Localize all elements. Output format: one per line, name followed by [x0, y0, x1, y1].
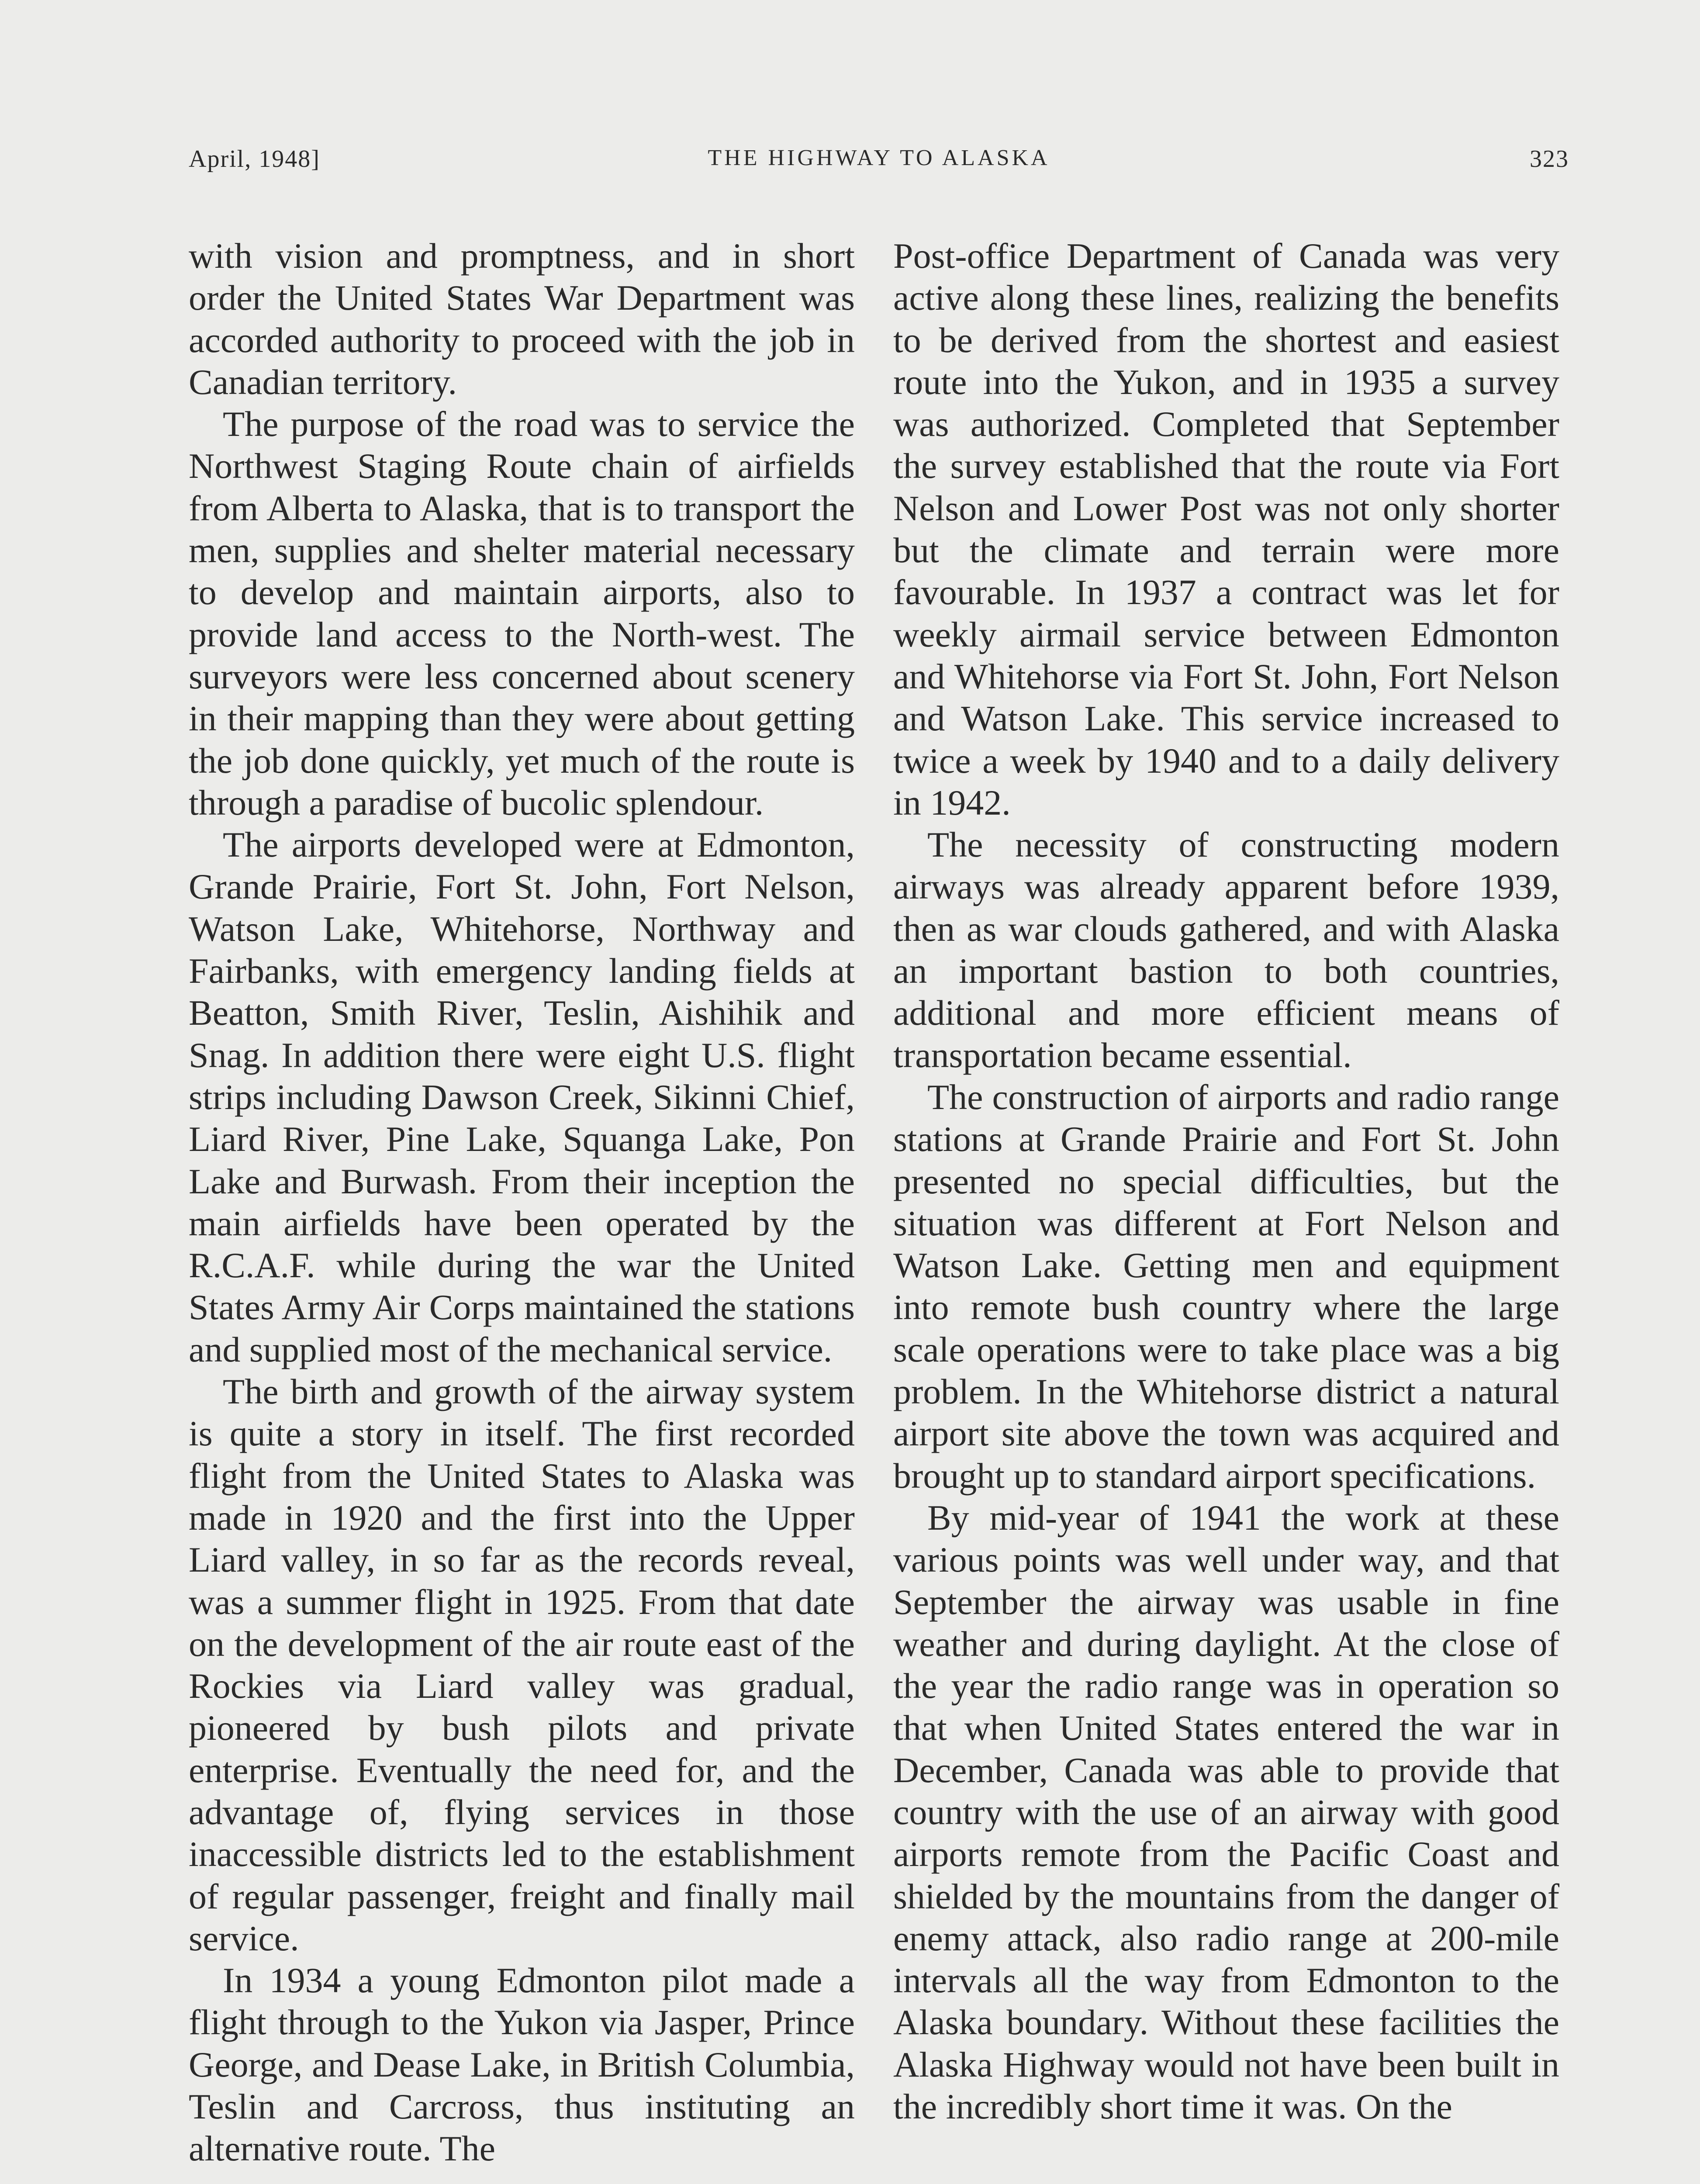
paragraph: Post-office Department of Canada was very active along these lines, realizing the benefits to be derived from the shortest and easiest route into the Yukon, and in 1935 a survey was authorized. Completed that September the survey established that the route via Fort Nelson and Lower Post was not only shorter but the climate and terrain were more favourable. In 1937 a contract was let for weekly airmail service between Edmonton and Whitehorse via Fort St. John, Fort Nelson and Watson Lake. This service increased to twice a week by 1940 and to a daily delivery in 1942.: [893, 236, 1559, 822]
paragraph: The purpose of the road was to service the Northwest Staging Route chain of airfields from Alberta to Alaska, that is to transport the men, supplies and shelter material necessary to develop and maintain airports, also to provide land access to the North-west. The surveyors were less concerned about scenery in their mapping than they were about getting the job done quickly, yet much of the route is through a paradise of bucolic splendour.: [189, 404, 855, 822]
paragraph: The necessity of constructing modern airways was already apparent before 1939, then as war clouds gathered, and with Alaska an important bastion to both countries, additional and more efficient means of transportation became essential.: [893, 825, 1559, 1075]
paragraph: with vision and promptness, and in short order the United States War Department was accorded authority to proceed with the job in Canadian territory.: [189, 236, 855, 402]
paragraph: The airports developed were at Edmonton, Grande Prairie, Fort St. John, Fort Nelson, Watson Lake, Whitehorse, Northway and Fairbanks, with emergency landing fields at Beatton, Smith River, Teslin, Aishihik and Snag. In addition there were eight U.S. flight strips including Dawson Creek, Sikinni Chief, Liard River, Pine Lake, Squanga Lake, Pon Lake and Burwash. From their inception the main airfields have been operated by the R.C.A.F. while during the war the United States Army Air Corps maintained the stations and supplied most of the mechanical service.: [189, 825, 855, 1369]
issue-date: April, 1948]: [189, 145, 320, 173]
paragraph: The birth and growth of the airway system is quite a story in itself. The first recorded flight from the United States to Alaska was made in 1920 and the first into the Upper Liard valley, in so far as the records reveal, was a summer flight in 1925. From that date on the development of the air route east of the Rockies via Liard valley was gradual, pioneered by bush pilots and private enterprise. Eventually the need for, and the advantage of, flying services in those inaccessible districts led to the establishment of regular passenger, freight and finally mail service.: [189, 1372, 855, 1958]
paragraph: The construction of airports and radio range stations at Grande Prairie and Fort St. John presented no special difficulties, but the situation was different at Fort Nelson and Watson Lake. Getting men and equipment into remote bush country where the large scale operations were to take place was a big problem. In the Whitehorse district a natural airport site above the town was acquired and brought up to standard airport specifications.: [893, 1077, 1559, 1496]
paragraph: In 1934 a young Edmonton pilot made a flight through to the Yukon via Jasper, Prince George, and Dease Lake, in British Columbia, Teslin and Carcross, thus instituting an alternative route. The: [189, 1960, 855, 2169]
running-title: THE HIGHWAY TO ALASKA: [708, 145, 1050, 170]
left-column: [189, 235, 855, 2170]
page-number: 323: [1530, 145, 1569, 173]
paragraph: By mid-year of 1941 the work at these various points was well under way, and that September the airway was usable in fine weather and during daylight. At the close of the year the radio range was in operation so that when United States entered the war in December, Canada was able to provide that country with the use of an airway with good airports remote from the Pacific Coast and shielded by the mountains from the danger of enemy attack, also radio range at 200-mile intervals all the way from Edmonton to the Alaska boundary. Without these facilities the Alaska Highway would not have been built in the incredibly short time it was. On the: [893, 1497, 1559, 2127]
running-header: [189, 145, 1569, 184]
right-column: [893, 235, 1559, 2128]
